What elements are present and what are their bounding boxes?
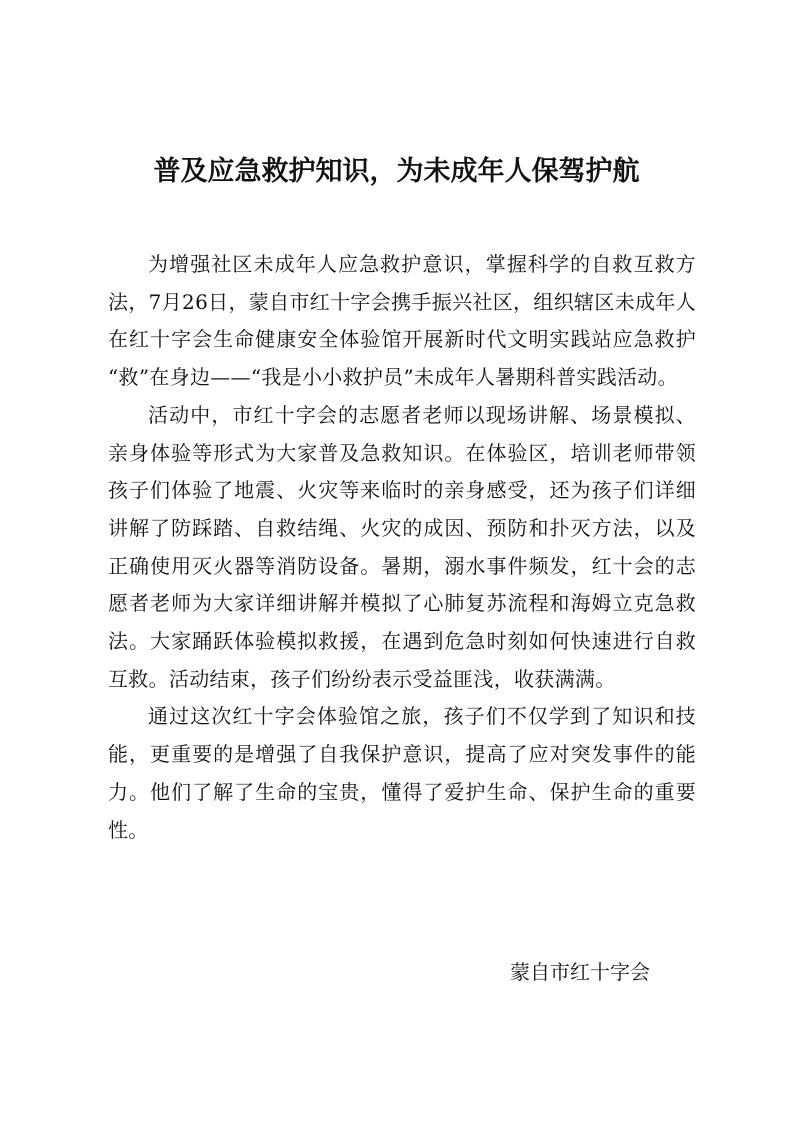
paragraph-activity: 活动中，市红十字会的志愿者老师以现场讲解、场景模拟、亲身体验等形式为大家普及急救知识。在体验区，培训老师带领孩子们体验了地震、火灾等来临时的亲身感受，还为孩子们详细讲解了防踩踏、自救结绳、火灾的成因、预防和扑灭方法，以及正确使用灭火器等消防设备。暑期，溺水事件频发，红十会的志愿者老师为大家详细讲解并模拟了心肺复苏流程和海姆立克急救法。大家踊跃体验模拟救援，在遇到危急时刻如何快速进行自救互救。活动结束，孩子们纷纷表示受益匪浅，收获满满。 xyxy=(108,402,696,691)
document-title: 普及应急救护知识，为未成年人保驾护航 xyxy=(153,156,640,187)
paragraph-intro: 为增强社区未成年人应急救护意识，掌握科学的自救互救方法，7月26日，蒙自市红十字会携手振兴社区，组织辖区未成年人在红十字会生命健康安全体验馆开展新时代文明实践站应急救护 “救”在身边——“我是小小救护员”未成年人暑期科普实践活动。 xyxy=(108,252,696,390)
signature: 蒙自市红十字会 xyxy=(510,960,650,984)
document-body xyxy=(108,246,696,849)
paragraph-conclusion: 通过这次红十字会体验馆之旅，孩子们不仅学到了知识和技能，更重要的是增强了自我保护意识，提高了应对突发事件的能力。他们了解了生命的宝贵，懂得了爱护生命、保护生命的重要性。 xyxy=(108,704,696,842)
